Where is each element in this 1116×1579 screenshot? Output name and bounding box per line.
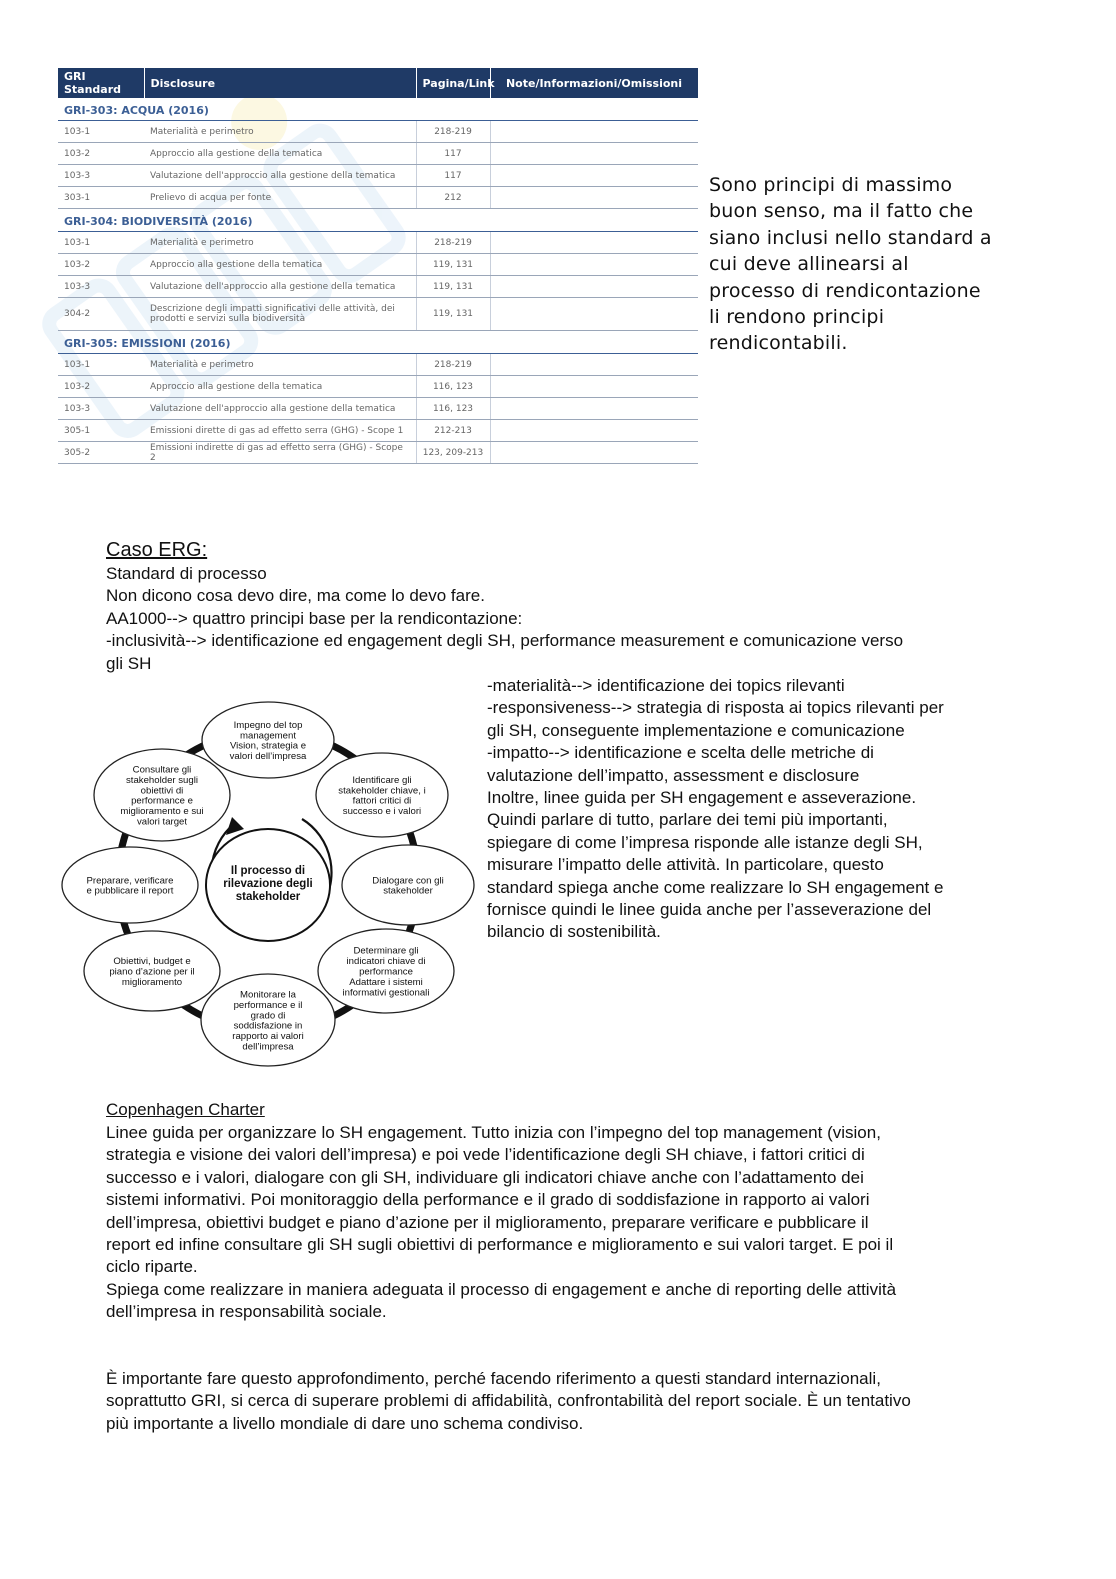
diagram-node-monitor-text: dell’impresa <box>242 1041 294 1053</box>
diagram-node-kpi <box>318 929 454 1013</box>
gri-notes-cell <box>490 143 698 165</box>
gri-notes-cell <box>490 187 698 209</box>
gri-disclosure-cell: Materialità e perimetro <box>144 232 416 254</box>
diagram-node-kpi-text: performance <box>359 966 413 978</box>
gri-disclosure-cell: Valutazione dell'approccio alla gestione della tematica <box>144 398 416 420</box>
diagram-node-monitor-text: grado di <box>250 1010 286 1022</box>
gri-disclosure-cell: Descrizione degli impatti significativi delle attività, dei prodotti e servizi sulla biodiversità <box>144 298 416 331</box>
diagram-node-top-text: Vision, strategia e <box>229 740 307 752</box>
gri-code-cell: 103-1 <box>58 232 144 254</box>
diagram-node-kpi-text: Determinare gli <box>353 945 419 957</box>
gri-section-title: GRI-304: BIODIVERSITÀ (2016) <box>58 209 698 232</box>
gri-notes-cell <box>490 398 698 420</box>
gri-code-cell: 103-2 <box>58 376 144 398</box>
gri-table-row <box>58 420 698 442</box>
stakeholder-process-diagram <box>56 695 484 1069</box>
header-disclosure: Disclosure <box>144 68 416 98</box>
gri-disclosure-cell: Valutazione dell'approccio alla gestione della tematica <box>144 276 416 298</box>
erg-intro-line: Standard di processo <box>106 564 267 583</box>
diagram-node-kpi-text: indicatori chiave di <box>346 956 426 968</box>
diagram-node-consult-text: Consultare gli <box>132 764 192 776</box>
conclusion-text <box>106 1368 911 1435</box>
diagram-node-report-text: Preparare, verificare <box>86 875 174 887</box>
erg-right-line: spiegare di come l’impresa risponde alle istanze degli SH, <box>487 832 923 852</box>
diagram-node-identify-text: Identificare gli <box>352 774 412 786</box>
gri-notes-cell <box>490 121 698 143</box>
gri-code-cell: 103-2 <box>58 143 144 165</box>
diagram-node-monitor-text: performance e il <box>233 999 303 1011</box>
diagram-node-report <box>62 847 198 923</box>
diagram-node-consult-text: valori target <box>136 816 188 828</box>
gri-code-cell: 103-3 <box>58 398 144 420</box>
erg-right-line: -responsiveness--> strategia di risposta ai topics rilevanti per <box>487 698 944 718</box>
diagram-node-dialogue-text: Dialogare con gli <box>372 875 444 887</box>
gri-notes-cell <box>490 354 698 376</box>
gri-disclosure-cell: Prelievo di acqua per fonte <box>144 187 416 209</box>
diagram-node-kpi-text: informativi gestionali <box>342 987 430 999</box>
gri-page-cell: 218-219 <box>416 121 490 143</box>
gri-code-cell: 304-2 <box>58 298 144 331</box>
diagram-node-report-text: e pubblicare il report <box>86 885 174 897</box>
gri-table-row <box>58 232 698 254</box>
gri-page-cell: 116, 123 <box>416 376 490 398</box>
copenhagen-line: report ed infine consultare gli SH sugli obiettivi di performance e miglioramento e sui valori target. E poi il <box>106 1235 894 1255</box>
gri-notes-cell <box>490 298 698 331</box>
diagram-node-monitor-text: Monitorare la <box>240 989 296 1001</box>
diagram-node-goals-text: Obiettivi, budget e <box>113 956 191 968</box>
gri-table-row <box>58 376 698 398</box>
erg-intro-line: Non dicono cosa devo dire, ma come lo devo fare. <box>106 586 485 606</box>
diagram-node-monitor-text: soddisfazione in <box>233 1020 303 1032</box>
gri-code-cell: 305-1 <box>58 420 144 442</box>
gri-table-header <box>58 68 698 98</box>
gri-notes-cell <box>490 232 698 254</box>
diagram-node-identify-text: successo e i valori <box>342 806 422 818</box>
erg-right-line: -materialità--> identificazione dei topics rilevanti <box>487 676 845 695</box>
gri-notes-cell <box>490 276 698 298</box>
gri-disclosure-cell: Approccio alla gestione della tematica <box>144 254 416 276</box>
copenhagen-line: dell’impresa in responsabilità sociale. <box>106 1302 387 1322</box>
gri-section-title: GRI-303: ACQUA (2016) <box>58 98 698 121</box>
gri-table <box>58 68 699 464</box>
gri-notes-cell <box>490 420 698 442</box>
erg-right-line: fornisce quindi le linee guida anche per l’asseverazione del <box>487 900 932 920</box>
gri-table-row <box>58 254 698 276</box>
gri-page-cell: 119, 131 <box>416 276 490 298</box>
diagram-node-consult-text: performance e <box>131 795 193 807</box>
gri-section-row <box>58 209 698 232</box>
diagram-node-top <box>202 702 334 778</box>
erg-right-line: Quindi parlare di tutto, parlare dei temi più importanti, <box>487 810 888 830</box>
copenhagen-line: strategia e visione dei valori dell’impresa) e poi vede l’identificazione degli SH chiave, i fattori critici di <box>106 1145 865 1165</box>
gri-disclosure-cell: Approccio alla gestione della tematica <box>144 376 416 398</box>
copenhagen-text <box>106 1122 896 1324</box>
diagram-node-consult-text: stakeholder sugli <box>126 774 198 786</box>
copenhagen-line: sistemi informativi. Poi monitoraggio della performance e il grado di soddisfazione in rapporto ai valori <box>106 1190 870 1210</box>
copenhagen-line: Linee guida per organizzare lo SH engagement. Tutto inizia con l’impegno del top management (vision, <box>106 1123 881 1142</box>
gri-code-cell: 103-1 <box>58 121 144 143</box>
erg-right-line: misurare l’impatto delle attività. In particolare, questo <box>487 855 884 875</box>
diagram-node-identify-text: stakeholder chiave, i <box>338 785 426 797</box>
side-note-line: li rendono principi <box>709 306 885 329</box>
cycle-arrowhead <box>226 817 244 835</box>
diagram-node-top-text: valori dell’impresa <box>229 751 307 763</box>
diagram-node-consult-text: obiettivi di <box>140 785 184 797</box>
gri-disclosure-cell: Materialità e perimetro <box>144 354 416 376</box>
erg-right-text <box>487 675 944 944</box>
gri-disclosure-cell: Materialità e perimetro <box>144 121 416 143</box>
diagram-node-monitor-text: rapporto ai valori <box>232 1031 304 1043</box>
erg-right-line: standard spiega anche come realizzare lo SH engagement e <box>487 877 944 897</box>
gri-page-cell: 119, 131 <box>416 254 490 276</box>
diagram-node-goals <box>84 931 220 1011</box>
copenhagen-line: successo e i valori, dialogare con gli SH, individuare gli indicatori chiave anche con l’adattamento dei <box>106 1167 864 1187</box>
diagram-node-goals-text: miglioramento <box>121 976 183 988</box>
header-page-link: Pagina/Link <box>416 68 490 98</box>
diagram-node-goals-text: piano d’azione per il <box>109 966 195 978</box>
conclusion-line: più importante a livello mondiale di dare uno schema condiviso. <box>106 1413 584 1433</box>
gri-page-cell: 218-219 <box>416 232 490 254</box>
gri-code-cell: 305-2 <box>58 442 144 464</box>
copenhagen-title: Copenhagen Charter <box>106 1100 265 1119</box>
erg-right-line: valutazione dell’impatto, assessment e disclosure <box>487 765 860 785</box>
gri-section-row <box>58 98 698 121</box>
erg-right-line: Inoltre, linee guida per SH engagement e asseverazione. <box>487 788 917 808</box>
gri-notes-cell <box>490 254 698 276</box>
copenhagen-line: dell’impresa, obiettivi budget e piano d’azione per il miglioramento, preparare verificare e pubblicare il <box>106 1212 869 1232</box>
erg-intro-line: gli SH <box>106 653 152 673</box>
side-note-line: processo di rendicontazione <box>709 279 981 302</box>
diagram-node-identify-text: fattori critici di <box>352 795 412 807</box>
erg-right-line: gli SH, conseguente implementazione e comunicazione <box>487 720 905 740</box>
gri-code-cell: 103-3 <box>58 276 144 298</box>
diagram-node-top-text: Impegno del top <box>233 719 303 731</box>
gri-table-row <box>58 121 698 143</box>
erg-intro-line: -inclusività--> identificazione ed engagement degli SH, performance measurement e comunicazione verso <box>106 631 904 651</box>
diagram-node-top-text: management <box>240 730 296 742</box>
gri-notes-cell <box>490 442 698 464</box>
gri-table-row <box>58 187 698 209</box>
gri-table-row <box>58 165 698 187</box>
gri-page-cell: 117 <box>416 165 490 187</box>
gri-section-title: GRI-305: EMISSIONI (2016) <box>58 331 698 354</box>
gri-disclosure-cell: Emissioni dirette di gas ad effetto serra (GHG) - Scope 1 <box>144 420 416 442</box>
gri-section-row <box>58 331 698 354</box>
gri-page-cell: 116, 123 <box>416 398 490 420</box>
gri-table-row <box>58 442 698 464</box>
copenhagen-line: ciclo riparte. <box>106 1257 198 1277</box>
header-notes: Note/Informazioni/Omissioni <box>490 68 698 98</box>
side-note <box>709 172 1039 357</box>
gri-code-cell: 103-3 <box>58 165 144 187</box>
diagram-node-dialogue <box>342 845 474 925</box>
gri-disclosure-cell: Approccio alla gestione della tematica <box>144 143 416 165</box>
gri-notes-cell <box>490 165 698 187</box>
copenhagen-line: Spiega come realizzare in maniera adeguata il processo di engagement e anche di reporting delle attività <box>106 1279 897 1299</box>
gri-table-row <box>58 298 698 331</box>
diagram-node-consult-text: miglioramento e sui <box>120 806 204 818</box>
erg-right-line: -impatto--> identificazione e scelta delle metriche di <box>487 743 874 763</box>
diagram-center-text: rilevazione degli <box>223 878 313 890</box>
erg-title: Caso ERG: <box>106 539 208 561</box>
conclusion-line: soprattutto GRI, si cerca di superare problemi di affidabilità, confrontabilità del report sociale. È un tentativo <box>106 1391 911 1411</box>
side-note-line: rendicontabili. <box>709 332 848 355</box>
gri-disclosure-cell: Emissioni indirette di gas ad effetto serra (GHG) - Scope 2 <box>144 442 416 464</box>
side-note-line: siano inclusi nello standard a <box>709 226 992 249</box>
diagram-center-text: stakeholder <box>235 891 301 903</box>
erg-right-line: bilancio di sostenibilità. <box>487 922 661 942</box>
side-note-line: Sono principi di massimo <box>709 174 953 196</box>
gri-page-cell: 212 <box>416 187 490 209</box>
gri-page-cell: 117 <box>416 143 490 165</box>
diagram-node-dialogue-text: stakeholder <box>383 885 433 897</box>
gri-page-cell: 212-213 <box>416 420 490 442</box>
diagram-node-monitor <box>201 974 335 1066</box>
gri-notes-cell <box>490 376 698 398</box>
gri-disclosure-cell: Valutazione dell'approccio alla gestione della tematica <box>144 165 416 187</box>
gri-page-cell: 218-219 <box>416 354 490 376</box>
gri-table-row <box>58 276 698 298</box>
gri-page-cell: 123, 209-213 <box>416 442 490 464</box>
gri-table-container <box>58 68 698 464</box>
gri-code-cell: 103-1 <box>58 354 144 376</box>
side-note-line: buon senso, ma il fatto che <box>709 200 974 223</box>
gri-table-row <box>58 143 698 165</box>
side-note-line: cui deve allinearsi al <box>709 253 909 276</box>
gri-page-cell: 119, 131 <box>416 298 490 331</box>
diagram-center-text: Il processo di <box>230 865 306 877</box>
header-gri-standard: GRI Standard <box>58 68 144 98</box>
erg-intro-text <box>106 563 903 675</box>
conclusion-line: È importante fare questo approfondimento, perché facendo riferimento a questi standard internazionali, <box>106 1369 881 1388</box>
gri-table-row <box>58 398 698 420</box>
gri-code-cell: 303-1 <box>58 187 144 209</box>
diagram-node-identify <box>316 753 448 837</box>
gri-code-cell: 103-2 <box>58 254 144 276</box>
diagram-node-kpi-text: Adattare i sistemi <box>349 976 423 988</box>
diagram-node-consult <box>94 749 230 841</box>
gri-table-row <box>58 354 698 376</box>
erg-intro-line: AA1000--> quattro principi base per la rendicontazione: <box>106 608 523 628</box>
